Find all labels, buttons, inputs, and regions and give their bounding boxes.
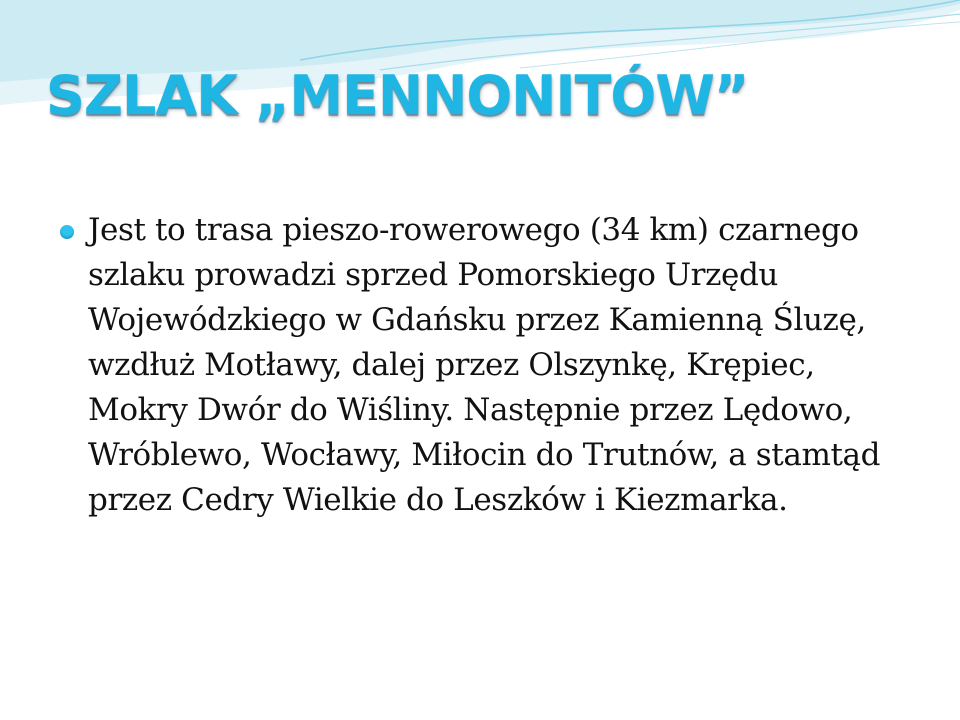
bullet-text: Jest to trasa pieszo-rowerowego (34 km) czarnego szlaku prowadzi sprzed Pomorskiego Urzędu Wojewódzkiego w Gdańsku przez Kamienną Śluzę, wzdłuż Motławy, dalej przez Olszynkę, Krępiec, Mokry Dwór do Wiśliny. Następnie przez Lędowo, Wróblewo, Wocławy, Miłocin do Trutnów, a stamtąd przez Cedry Wielkie do Leszków i Kiezmarka. xyxy=(88,212,881,518)
content-area xyxy=(60,208,910,523)
slide-title: SZLAK „MENNONITÓW” xyxy=(46,64,749,127)
bullet-item xyxy=(60,208,910,523)
round-bullet-icon xyxy=(60,225,74,239)
